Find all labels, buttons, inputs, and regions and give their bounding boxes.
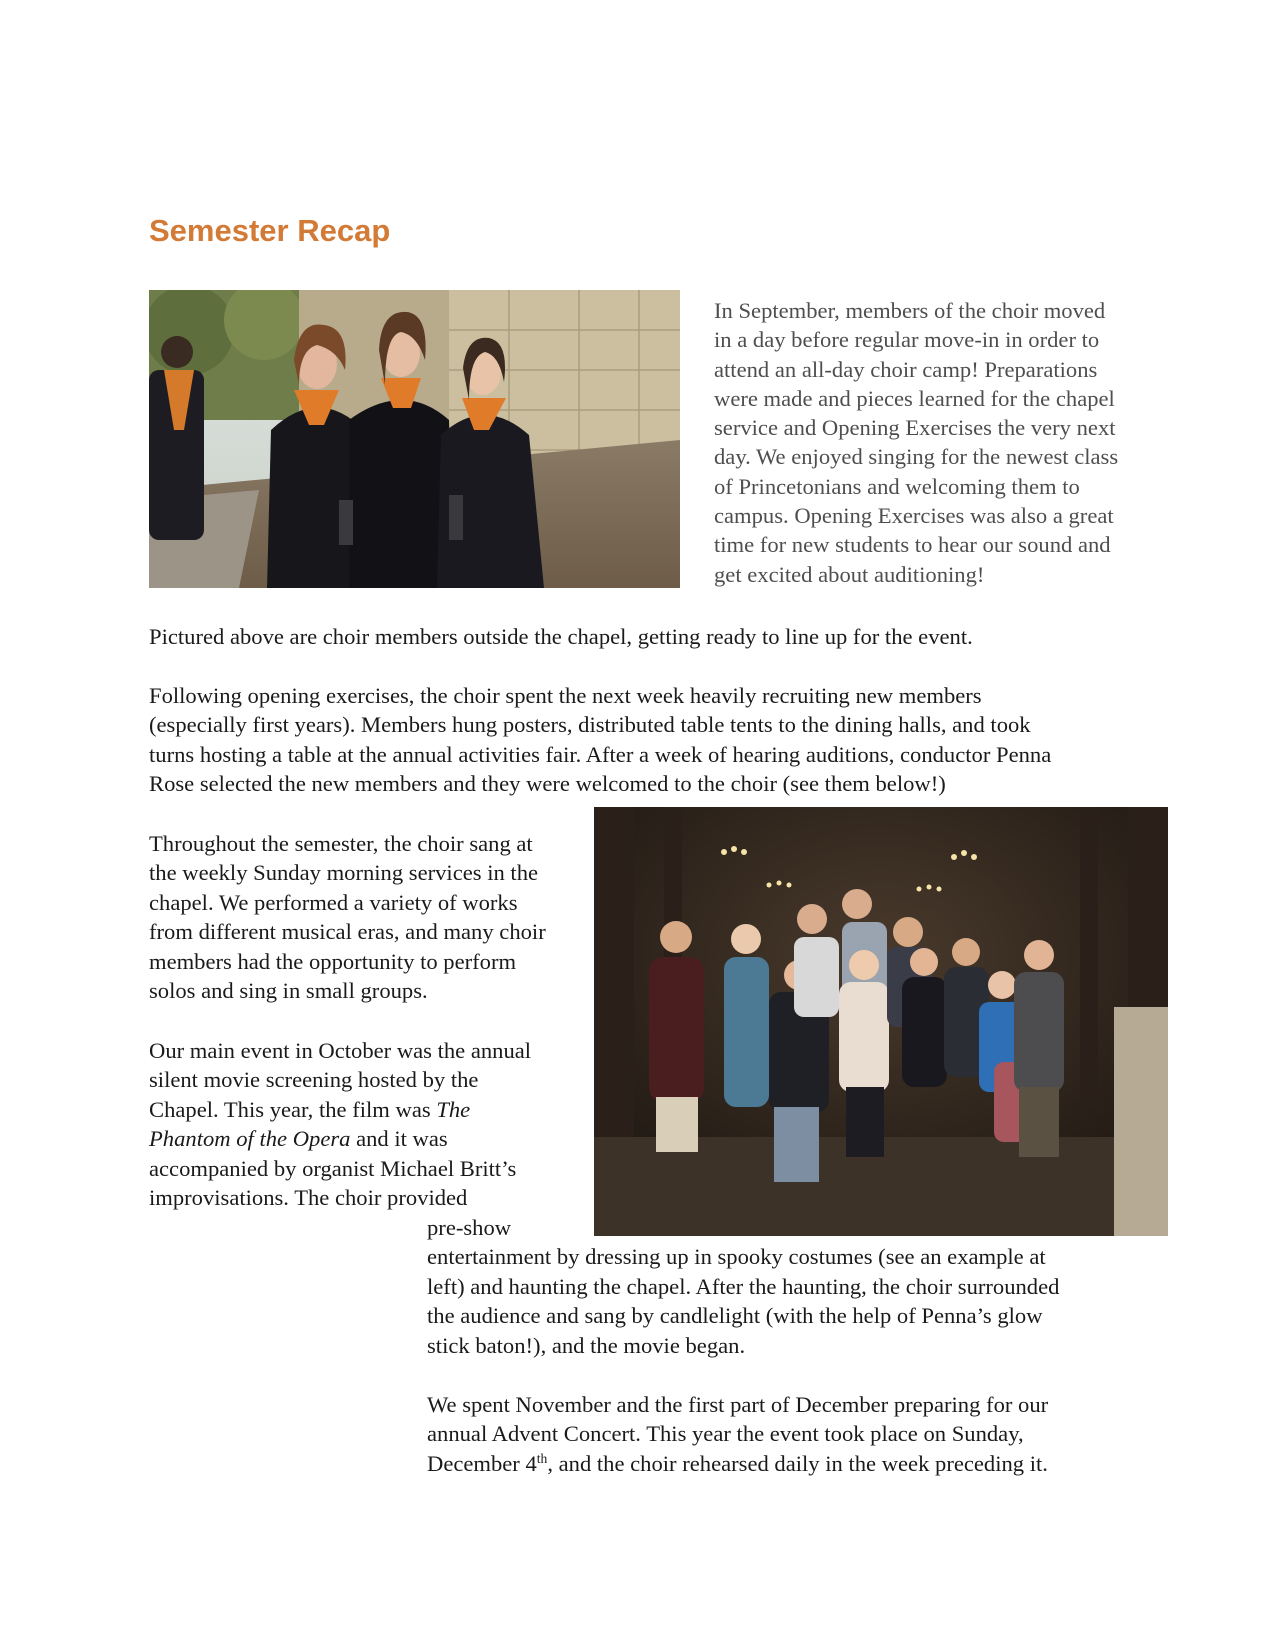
ordinal-suffix: th (536, 1450, 548, 1466)
october-text-part1: Our main event in October was the annual silent movie screening hosted by the Chapel. This year, the film was (149, 1038, 532, 1122)
page-title: Semester Recap (149, 213, 391, 248)
advent-concert-paragraph (427, 1390, 1177, 1478)
sunday-services-paragraph: Throughout the semester, the choir sang at the weekly Sunday morning services in the chapel. We performed a variety of works from different musical eras, and many choir members had the opportunity to perform solos and sing in small groups. (149, 831, 546, 1004)
recruiting-paragraph: Following opening exercises, the choir spent the next week heavily recruiting new members (especially first years). Members hung posters, distributed table tents to the dining halls, and took turns hosting a table at the annual activities fair. After a week of hearing auditions, conductor Penna Rose selected the new members and they were welcomed to the choir (see them below!) (149, 683, 1052, 797)
photo-choir-outside-chapel (149, 290, 680, 588)
preshow-paragraph: pre-show entertainment by dressing up in spooky costumes (see an example at left) and haunting the chapel. After the haunting, the choir surrounded the audience and sang by candlelight (with the help of Penna’s glow stick baton!), and the movie began. (427, 1215, 1060, 1358)
advent-text-part2: , and the choir rehearsed daily in the week preceding it. (547, 1450, 1048, 1476)
photo-caption-paragraph: Pictured above are choir members outside the chapel, getting ready to line up for the event. (149, 624, 973, 649)
october-text-part2: and it was accompanied by organist Michael Britt’s improvisations. The choir provided (149, 1126, 517, 1211)
advent-text-part1: We spent November and the first part of December preparing for our annual Advent Concert. This year the event took place on Sunday, December 4 (427, 1392, 1049, 1476)
october-event-paragraph (149, 1036, 579, 1212)
photo-new-members-image (594, 807, 1168, 1236)
photo-new-members-in-chapel (594, 807, 1168, 1236)
intro-paragraph: In September, members of the choir moved in a day before regular move-in in order to attend an all-day choir camp! Preparations were made and pieces learned for the chapel service and Opening Exercises the very next day. We enjoyed singing for the newest class of Princetonians and welcoming them to campus. Opening Exercises was also a great time for new students to hear our sound and get excited about auditioning! (714, 298, 1119, 587)
photo-choir-outside-chapel-image (149, 290, 680, 588)
film-title: The Phantom of the Opera (149, 1096, 471, 1152)
